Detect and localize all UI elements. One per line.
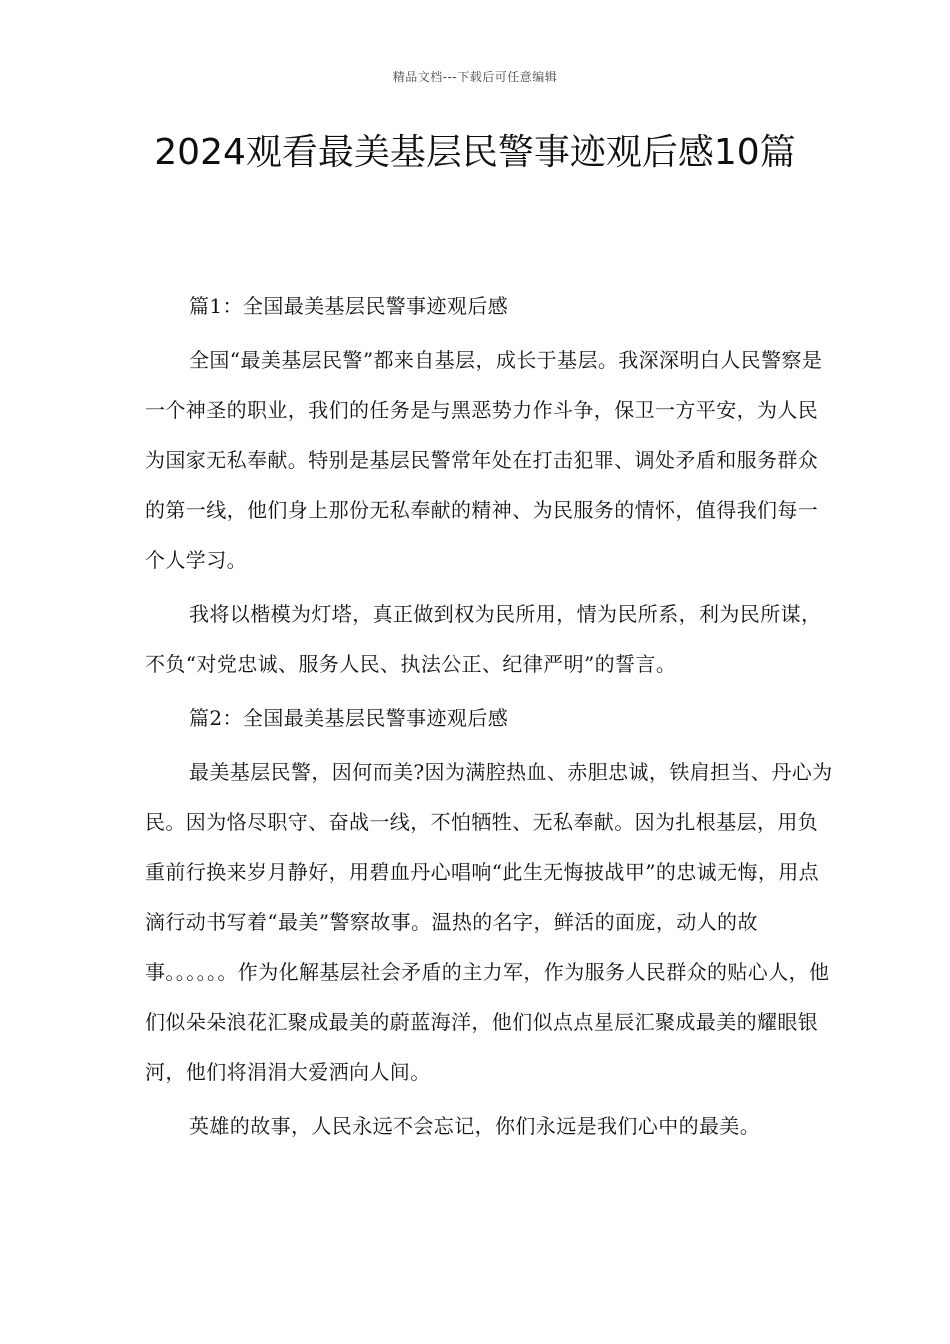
section-heading-1: 篇1：全国最美基层民警事迹观后感 (189, 294, 509, 318)
document-title: 2024观看最美基层民警事迹观后感10篇 (154, 132, 796, 173)
header-note: 精品文档---下载后可任意编辑 (392, 70, 558, 84)
paragraph: 最美基层民警，因何而美?因为满腔热血、赤胆忠诚，铁肩担当、丹心为民。因为恪尽职守、奋战一线，不怕牺牲、无私奉献。因为扎根基层，用负重前行换来岁月静好，用碧血丹心唱响“此生无悔披战甲”的忠诚无悔，用点滴行动书写着“最美”警察故事。温热的名字，鲜活的面庞，动人的故事。。。。。。作为化解基层社会矛盾的主力军，作为服务人民群众的贴心人，他们似朵朵浪花汇聚成最美的蔚蓝海洋，他们似点点星辰汇聚成最美的耀眼银河，他们将涓涓大爱洒向人间。 (145, 760, 833, 1084)
paragraph: 英雄的故事，人民永远不会忘记，你们永远是我们心中的最美。 (189, 1114, 761, 1138)
paragraph: 我将以楷模为灯塔，真正做到权为民所用，情为民所系，利为民所谋，不负“对党忠诚、服务人民、执法公正、纪律严明”的誓言。 (145, 602, 822, 676)
document-body (145, 281, 835, 1155)
section-heading-2: 篇2：全国最美基层民警事迹观后感 (189, 706, 509, 730)
paragraph: 全国“最美基层民警”都来自基层，成长于基层。我深深明白人民警察是一个神圣的职业，我们的任务是与黑恶势力作斗争，保卫一方平安，为人民为国家无私奉献。特别是基层民警常年处在打击犯罪、调处矛盾和服务群众的第一线，他们身上那份无私奉献的精神、为民服务的情怀，值得我们每一个人学习。 (145, 348, 823, 572)
